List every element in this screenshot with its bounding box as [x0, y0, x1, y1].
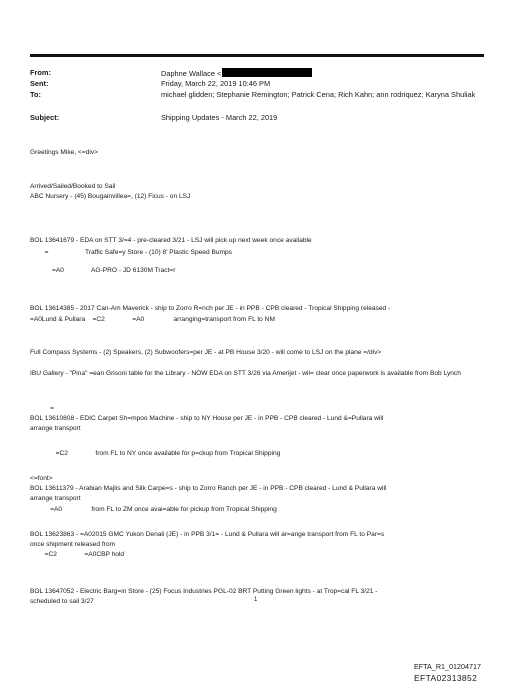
header-rule: [30, 54, 484, 57]
bol1-line1: BOL 13641679 - EDA on STT 3/=4 - pre-cleared 3/21 - LSJ will pick up next week once available: [30, 237, 312, 244]
sent-value: Friday, March 22, 2019 10:46 PM: [161, 79, 271, 88]
bol1-line3: =A0 AG-PRO - JD 6130M Tract=r: [30, 267, 176, 274]
bol3-line1: BOL 13610808 - EDIC Carpet Sh=mpoo Machine - ship to NY House per JE - in PPB - CPB cleared - Lund &=Pullara will: [30, 415, 384, 422]
bol4-line2: arrange transport: [30, 495, 81, 502]
efta-bates-number: EFTA02313852: [414, 673, 478, 683]
ibu-gallery-line: IBU Gallery - "Pina" =ean Grisoni table for the Library - NOW EDA on STT 3/26 via Amerijet - wil= clear once paperwork is available from Bob Lynch: [30, 370, 461, 377]
from-label: From:: [30, 68, 51, 77]
from-value: [161, 68, 491, 79]
bol2-line1: BOL 13614385 - 2017 Can-Am Maverick - ship to Zorro R=nch per JE - in PPB - CPB cleared - Tropical Shipping released -: [30, 305, 391, 312]
greeting: Greetings Mike, <=div>: [30, 149, 98, 156]
to-label: To:: [30, 90, 41, 99]
bol4-line3: =A0 from FL to ZM once avai=able for pickup from Tropical Shipping: [30, 506, 277, 513]
subject-label: Subject:: [30, 113, 60, 122]
equals-line: =: [30, 405, 55, 412]
efta-r1-label: EFTA_R1_01204717: [414, 662, 481, 671]
subject-value: Shipping Updates - March 22, 2019: [161, 113, 278, 122]
from-name: Daphne Wallace <: [161, 69, 222, 78]
sent-label: Sent:: [30, 79, 49, 88]
full-compass-line: Full Compass Systems - (2) Speakers, (2) Subwoofers=per JE - at PB House 3/20 - will come to LSJ on the plane =/div>: [30, 349, 382, 356]
bol2-line2: =A0Lund & Pullara =C2 =A0 arranging=transport from FL to NM: [30, 316, 275, 323]
bol3-line3: =C2 from FL to NY once available for p=ckup from Tropical Shipping: [30, 450, 281, 457]
bol3-line2: arrange transport: [30, 425, 81, 432]
bol5-line3: =C2 =A0CBP hold: [30, 551, 125, 558]
bol6-line1: BOL 13647052 - Electric Barg=in Store - (25) Focus Industries PGL-02 BRT Putting Green lights - at Trop=cal FL 3/21 -: [30, 588, 378, 595]
abc-nursery-line: ABC Nursery - (45) Bougainvillea=, (12) Ficus - on LSJ: [30, 193, 191, 200]
redaction-block: [222, 68, 312, 77]
bol1-line2: = Traffic Safe=y Store - (10) 8' Plastic Speed Bumps: [30, 249, 232, 256]
to-value: michael glidden; Stephanie Remington; Patrick Cena; Rich Kahn; ann rodriquez; Karyna Shuliak: [161, 90, 476, 99]
page-number: 1: [254, 597, 258, 603]
bol4-line1: BOL 13611379 - Arabian Majlis and Silk Carpe=s - ship to Zorro Ranch per JE - in PPB - CPB cleared - Lund & Pullara will: [30, 485, 387, 492]
arrived-heading: Arrived/Sailed/Booked to Sail: [30, 183, 116, 190]
bol5-line2: once shipment released from: [30, 541, 116, 548]
font-tag-line: <=font>: [30, 475, 53, 482]
bol5-line1: BOL 13623863 - =A02015 GMC Yukon Denali (JE) - in PPB 3/1= - Lund & Pullara will ar=ange transport from FL to Par=s: [30, 531, 385, 538]
bol6-line2: scheduled to sail 3/27: [30, 598, 94, 605]
